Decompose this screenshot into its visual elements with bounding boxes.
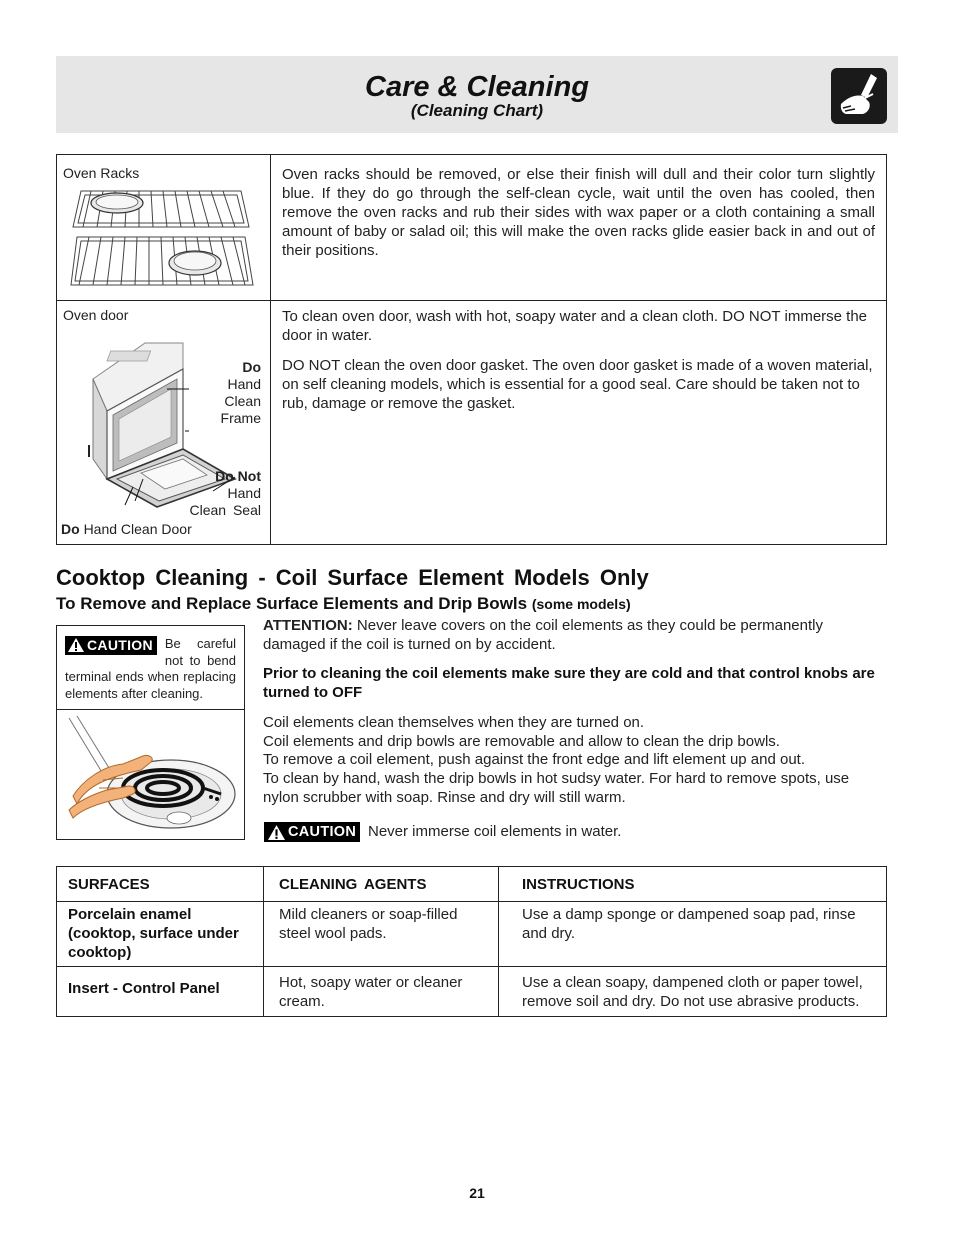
table-cell-agents: Mild cleaners or soap-filled steel wool pads. bbox=[279, 906, 458, 942]
coil-element-illustration bbox=[63, 714, 239, 834]
prior-cleaning-warning: Prior to cleaning the coil elements make sure they are cold and that control knobs are turned to OFF bbox=[263, 665, 875, 701]
table-divider bbox=[263, 867, 264, 1016]
table-cell-instructions: Use a clean soapy, dampened cloth or paper towel, remove soil and dry. Do not use abrasive products. bbox=[522, 974, 863, 1010]
frame-callout: Do Hand Clean Frame bbox=[220, 359, 261, 426]
caution-box-text: CAUTION Be careful not to bend terminal ends when replacing elements after cleaning. bbox=[65, 636, 236, 701]
page-number: 21 bbox=[469, 1185, 485, 1201]
warning-triangle-icon bbox=[268, 825, 285, 840]
header-cleaning-agents: CLEANING AGENTS bbox=[279, 876, 427, 893]
header-instructions: INSTRUCTIONS bbox=[522, 876, 635, 893]
cooktop-subheading: To Remove and Replace Surface Elements and Drip Bowls (some models) bbox=[56, 594, 631, 613]
cleaning-chart-table bbox=[56, 154, 887, 545]
table-cell-instructions: Use a damp sponge or dampened soap pad, rinse and dry. bbox=[522, 906, 856, 942]
table-divider bbox=[57, 966, 886, 967]
warning-triangle-icon bbox=[68, 638, 84, 652]
caution-box bbox=[56, 625, 245, 840]
coil-line-1: Coil elements clean themselves when they are turned on. bbox=[263, 714, 645, 731]
seal-callout: Do Not Hand Clean Seal bbox=[189, 468, 261, 518]
table-divider bbox=[57, 300, 886, 301]
table-cell-agents: Hot, soapy water or cleaner cream. bbox=[279, 974, 463, 1010]
page-title: Care & Cleaning bbox=[365, 71, 589, 103]
table-cell-surface: Porcelain enamel (cooktop, surface under cooktop) bbox=[68, 906, 239, 961]
caution-badge: CAUTION bbox=[65, 636, 157, 655]
bottom-caution bbox=[264, 822, 360, 845]
caution-divider bbox=[57, 709, 244, 710]
oven-racks-label: Oven Racks bbox=[63, 165, 140, 181]
oven-racks-illustration bbox=[69, 187, 255, 289]
page-header bbox=[56, 56, 898, 133]
coil-line-4: To clean by hand, wash the drip bowls in hot sudsy water. For hard to remove spots, use nylon scrubber with soap. Rinse and dry will still warm. bbox=[263, 770, 850, 806]
oven-door-label: Oven door bbox=[63, 307, 129, 323]
surfaces-table bbox=[56, 866, 887, 1017]
caution-badge: CAUTION bbox=[264, 822, 360, 842]
oven-door-instructions-2: DO NOT clean the oven door gasket. The oven door gasket is made of a woven material, on self cleaning models, which is essential for a good seal. Care should be taken not to rub, damage or remove the gasket. bbox=[282, 357, 873, 412]
table-divider bbox=[57, 901, 886, 902]
attention-paragraph: ATTENTION: Never leave covers on the coil elements as they could be permanently damaged if the coil is turned on by accident. bbox=[263, 617, 823, 653]
door-callout: Do Hand Clean Door bbox=[61, 521, 192, 537]
table-divider bbox=[498, 867, 499, 1016]
table-divider bbox=[270, 155, 271, 544]
cooktop-heading: Cooktop Cleaning - Coil Surface Element Models Only bbox=[56, 565, 649, 590]
page-subtitle: (Cleaning Chart) bbox=[410, 101, 544, 120]
oven-door-instructions-1: To clean oven door, wash with hot, soapy water and a clean cloth. DO NOT immerse the door in water. bbox=[282, 308, 868, 344]
table-cell-surface: Insert - Control Panel bbox=[68, 980, 220, 997]
bottom-caution-text: Never immerse coil elements in water. bbox=[368, 823, 622, 840]
coil-line-3: To remove a coil element, push against the front edge and lift element up and out. bbox=[263, 751, 806, 768]
cleaning-hand-icon bbox=[831, 68, 887, 124]
coil-line-2: Coil elements and drip bowls are removable and allow to clean the drip bowls. bbox=[263, 733, 780, 750]
oven-racks-instructions: Oven racks should be removed, or else their finish will dull and their color turn slightly blue. If they do go through the self-clean cycle, wait until the oven has cooled, then remove the oven racks and rub their sides with wax paper or a cloth containing a small amount of baby or salad oil; this will make the oven racks glide easier back in and out of their positions. bbox=[282, 166, 875, 259]
header-surfaces: SURFACES bbox=[68, 876, 150, 893]
